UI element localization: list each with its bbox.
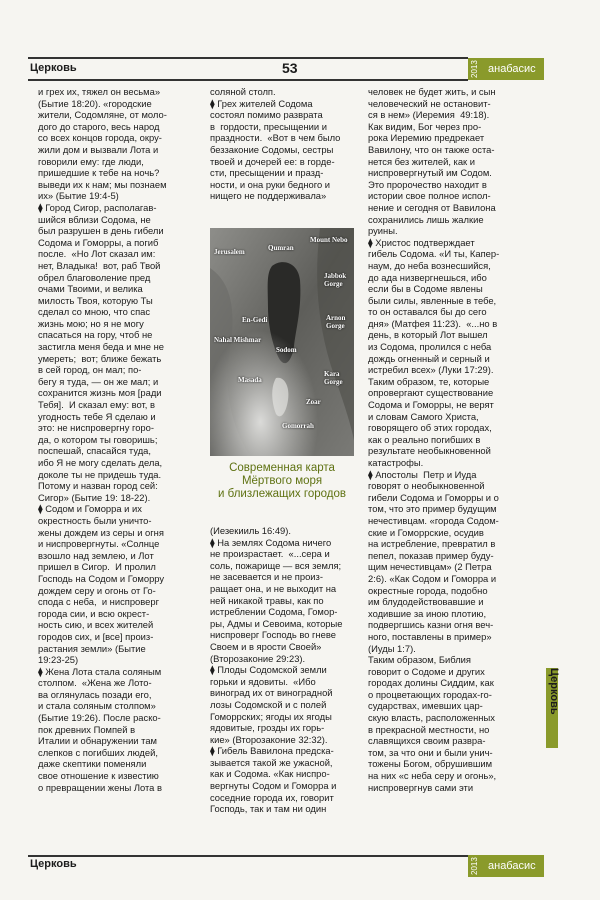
map-label-masada: Masada [238, 376, 262, 384]
header-year-badge: 2013 [468, 58, 482, 80]
text-column-2-top: соляной столп. ⧫ Грех жителей Содома состоял помимо разврата в гордости, пресыщении и праздности. «Вот в чем было беззаконие Содомы, сестры твоей и дочерей ее: в горде- сти, пресыщении и празд- ности, и она руки бедного и нищего не поддерживала» [210, 86, 341, 202]
map-label-mount-nebo: Mount Nebo [310, 236, 348, 244]
map-caption: Современная карта Мёртвого моря и близлежащих городов [218, 462, 346, 500]
footer-section: Церковь [30, 858, 77, 870]
map-label-jerusalem: Jerusalem [214, 248, 245, 256]
text-column-1: и грех их, тяжел он весьма» (Бытие 18:20). «городские жители, Содомляне, от моло- дого до старого, весь народ со всех концов города, окру- жили дом и вызвали Лота и говорили ему: где люди, пришедшие к тебе на ночь? выведи их к нам; мы познаем их» (Бытие 19:4-5) ⧫ Город Сигор, располагав- шийся вблизи Содома, не был разрушен в день гибели Содома и Гоморры, а погиб после. «Но Лот сказал им: нет, Владыка! вот, раб Твой обрел благоволение пред очами Твоими, и велика милость Твоя, которую Ты сделал со мною, что спас жизнь мою; но я не могу спасаться на гору, чтоб не застигла меня беда и мне не умереть; вот; ближе бежать в сей город, он мал; по- бегу я туда, — он же мал; и сохранится жизнь моя [ради Тебя]. И сказал ему: вот, в угодность тебе Я сделаю и это: не ниспровергну горо- да, о котором ты говоришь; поспешай, спасайся туда, ибо Я не могу сделать дела, доколе ты не придешь туда. Потому и назван город сей: Сигор» (Бытие 19: 18-22). ⧫ Содом и Гоморра и их окрестность были уничто- жены дождем из серы и огня и ниспровергнуты. «Солнце взошло над землею, и Лот пришел в Сигор. И пролил Господь на Содом и Гоморру дождем серу и огонь от Го- спода с неба, и ниспроверг города сии, и всю окрест- ность сию, и всех жителей городов сих, и [все] произ- растания земли» (Бытие 19:23-25) ⧫ Жена Лота стала соляным столпом. «Жена же Лото- ва оглянулась позади его, и стала соляным столпом» (Бытие 19:26). После раско- пок древних Помпей в Италии и обнаружении там слепков с погибших людей, даже скептики поменяли свое отношение к известию о превращении жены Лота в [38, 86, 167, 793]
footer-year-badge: 2013 [468, 855, 482, 877]
map-label-nahal-mishmar: Nahal Mishmar [214, 336, 262, 344]
footer-brand-badge: анабасис [482, 855, 544, 877]
text-column-2-bottom: (Иезекииль 16:49). ⧫ На землях Содома ничего не произрастает. «...сера и соль, пожарище — вся земля; не засевается и не произ- ращает она, и не выходит на ней никакой травы, как по истреблении Содома, Гомор- ры, Адмы и Севоима, которые ниспроверг Господь во гневе Своем и в ярости Своей» (Второзаконие 29:23). ⧫ Плоды Содомской земли горьки и ядовиты. «Ибо виноград их от виноградной лозы Содомской и с полей Гоморрских; ягоды их ягоды ядовитые, грозды их горь- кие» (Второзаконие 32:32). ⧫ Гибель Вавилона предска- зывается такой же ужасной, как и Содома. «Как ниспро- вергнуты Содом и Гоморра и соседние города их, говорит Господь, так и там ни один [210, 525, 343, 815]
page-number: 53 [282, 60, 298, 76]
map-label-arnon: Arnon Gorge [326, 314, 346, 330]
map-label-qumran: Qumran [268, 244, 294, 252]
dead-sea-map [210, 228, 354, 456]
map-label-en-gedi: En-Gedi [242, 316, 268, 324]
header-rule-bottom [28, 79, 468, 81]
side-tab-label: Церковь [548, 668, 560, 715]
header-section: Церковь [30, 62, 77, 74]
map-label-zoar: Zoar [306, 398, 321, 406]
header-rule-top [28, 57, 468, 59]
map-label-karak: Kara Gorge [324, 370, 343, 386]
header-brand-badge: анабасис [482, 58, 544, 80]
footer-rule [28, 855, 468, 857]
map-label-jabbok: Jabbok Gorge [324, 272, 347, 288]
text-column-3: человек не будет жить, и сын человеческий не остановит- ся в нем» (Иеремия 49:18). Как видим, Бог через про- рока Иеремию предрекает Вавилону, что он также оста- нется без жителей, как и ниспровергнутый им Содом. Это пророчество находит в истории свое полное испол- нение и сегодня от Вавилона сохранились лишь жалкие руины. ⧫ Христос подтверждает гибель Содома. «И ты, Капер- наум, до неба вознесшийся, до ада низвергнешься, ибо если бы в Содоме явлены были силы, явленные в тебе, то он оставался бы до сего дня» (Матфея 11:23). «...но в день, в который Лот вышел из Содома, пролился с неба дождь огненный и серный и истребил всех» (Луки 17:29). Таким образом, те, которые опровергают существование Содома и Гоморры, не верят и словам Самого Христа, говорящего об этих городах, как о реально погибших в результате необыкновенной катастрофы. ⧫ Апостолы Петр и Иуда говорят о необыкновенной гибели Содома и Гоморры и о том, что это пример будущим нечестивцам. «города Содом- ские и Гоморрские, осудив на истребление, превратил в пепел, показав пример буду- щим нечестивцам» (2 Петра 2:6). «Как Содом и Гоморра и окрестные города, подобно им блудодействовавшие и ходившие за иною плотию, подвергшись казни огня веч- ного, поставлены в пример» (Иуды 1:7). Таким образом, Библия говорит о Содоме и других городах долины Сиддим, как о процветающих городах-го- сударствах, имевших цар- скую власть, расположенных в прекрасной местности, но славящихся своим развра- том, за что они и были унич- тожены Богом, обрушившим на них «с неба серу и огонь», ниспровергнув сами эти [368, 86, 500, 793]
map-label-gomorrah: Gomorrah [282, 422, 314, 430]
map-label-sodom: Sodom [276, 346, 297, 354]
